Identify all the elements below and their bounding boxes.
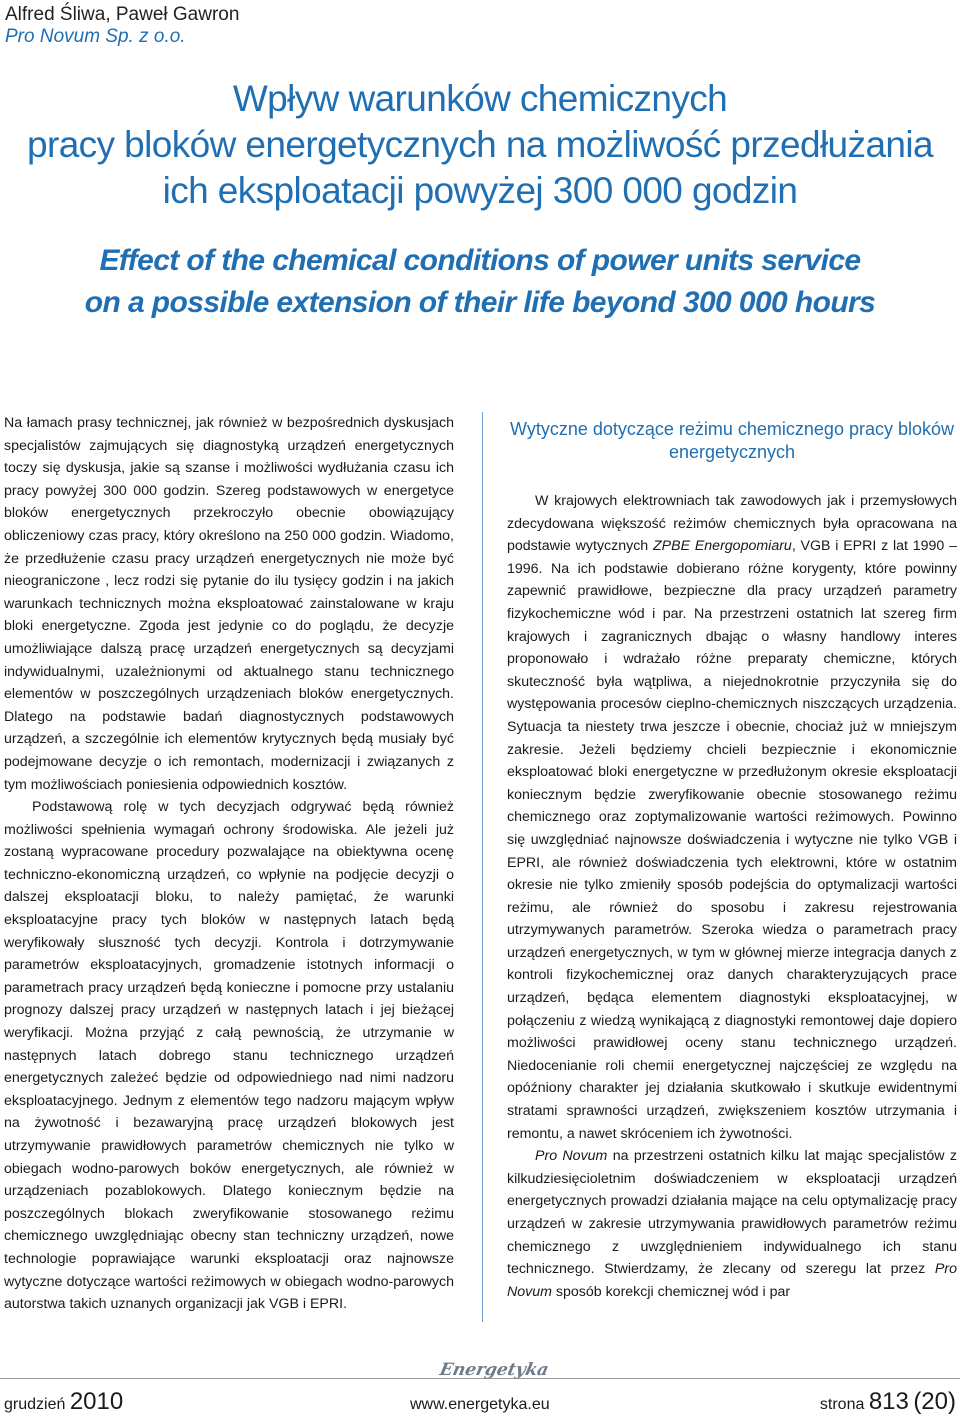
energetyka-logo: Energetyka xyxy=(437,1360,551,1380)
text-span: sposób korekcji chemicznej wód i par xyxy=(551,1283,791,1300)
emphasis: Pro Novum xyxy=(507,1261,957,1300)
footer-year: 2010 xyxy=(69,1388,124,1415)
authors: Alfred Śliwa, Paweł Gawron xyxy=(5,4,240,25)
footer-page xyxy=(820,1388,956,1419)
page-label: strona xyxy=(819,1396,865,1413)
footer-month: grudzień xyxy=(4,1396,66,1413)
title-pl-line: pracy bloków energetycznych na możliwość przedłużania xyxy=(27,124,933,165)
issue-number: (20) xyxy=(913,1388,956,1415)
title-en-line: Effect of the chemical conditions of power units service xyxy=(99,244,861,277)
title-pl-line: Wpływ warunków chemicznych xyxy=(232,78,728,119)
text-span: W krajowych elektrowniach tak zawodowych jak i przemysłowych zdecydowana większość reżimów chemicznych była opracowana na podstawie wytycznych xyxy=(507,493,957,555)
organization: Pro Novum Sp. z o.o. xyxy=(5,26,186,47)
left-column xyxy=(4,412,454,1316)
paragraph xyxy=(507,490,957,1145)
title-polish xyxy=(0,76,960,214)
paragraph: Na łamach prasy technicznej, jak również w bezpośrednich dyskusjach specjalistów zajmujących się diagnostyką urządzeń energetycznych toczy się dyskusja, jakie są szanse i możliwości wydłużania czasu ich pracy powyżej 300 000 godzin. Szereg podstawowych w energetyce bloków energetycznych przekroczyło obecnie obowiązujący obliczeniowy czas pracy, który określono na 250 000 godzin. Wiadomo, że przedłużenie czasu pracy urządzeń energetycznych nie może być nieograniczone , lecz rodzi się pytanie do ilu tysięcy godzin i na jakich warunkach technicznych można eksploatować zainstalowane w kraju bloki energetyczne. Zgoda jest jedynie co do poglądu, że decyzje umożliwiające dalszą pracę urządzeń energetycznych są decyzjami indywidualnymi, uzależnionymi od aktualnego stanu technicznego elementów w poszczególnych urządzeniach bloków energetycznych. Dlatego na podstawie badań diagnostycznych podstawowych urządzeń, a szczególnie ich elementów krytycznych będą musiały być podejmowane decyzje o ich remontach, modernizacji i związanych z tym możliwościach poniesienia odpowiednich kosztów. xyxy=(4,415,454,793)
title-english xyxy=(0,240,960,324)
title-en-line: on a possible extension of their life beyond 300 000 hours xyxy=(84,286,876,319)
emphasis: ZPBE Energopomiaru xyxy=(652,538,792,555)
footer-date xyxy=(4,1388,123,1419)
paragraph: Podstawową rolę w tych decyzjach odgrywać będą również możliwości spełnienia wymagań ochrony środowiska. Ale jeżeli już zostaną wypracowane procedury pozwalające na obiektywna ocenę techniczno-ekonomiczną urządzeń, co wpłynie na podjęcie decyzji o dalszej eksploatacji bloku, to należy pamiętać, że warunki eksploatacyjne pracy tych bloków w następnych latach będą weryfikowały słuszność tych decyzji. Kontrola i dotrzymywanie parametrów eksploatacyjnych, gromadzenie istotnych informacji o parametrach pracy urządzeń będą konieczne i pomocne przy ustalaniu prognozy dalszej pracy urządzeń w następnych latach i jej bieżącej weryfikacji. Można przyjąć z całą pewnością, że utrzymanie w następnych latach dobrego stanu technicznego urządzeń energetycznych zależeć będzie od odpowiedniego nad nimi nadzoru eksploatacyjnego. Jednym z elementów tego nadzoru mającym wpływ na żywotność i bezawaryjną pracę urządzeń blokowych jest utrzymywanie prawidłowych parametrów chemicznych nie tylko w obiegach wodno-parowych boków energetycznych, ale również w urządzeniach pozablokowych. Dlatego koniecznym będzie na poszczególnych blokach zweryfikowanie stosowanego reżimu chemicznego uwzględniając obecny stan techniczny urządzeń, nowe technologie poprawiające warunki eksploatacji oraz najnowsze wytyczne dotyczące wartości reżimowych w obiegach wodno-parowych autorstwa takich uznanych organizacji jak VGB i EPRI. xyxy=(4,799,454,1313)
paragraph xyxy=(507,1145,957,1303)
right-column xyxy=(507,412,957,1303)
article-authors-block xyxy=(5,4,239,48)
title-pl-line: ich eksploatacji powyżej 300 000 godzin xyxy=(162,170,798,211)
page-number: 813 xyxy=(868,1388,909,1415)
text-span: , VGB i EPRI z lat 1990 – 1996. Na ich podstawie dobierano różne korygenty, które powinny zapewnić prawidłowe, bezpieczne dla pracy urządzeń parametry fizykochemiczne wód i par. Na przestrzeni ostatnich lat szereg firm krajowych i zagranicznych dbając o własny handlowy interes proponowało i wdrażało różne preparaty chemiczne, których skuteczność była wątpliwa, a niejednokrotnie przyczyniła się do występowania procesów cieplno-chemicznych niszczących urządzenia. Sytuacja ta niestety trwa jeszcze i obecnie, chociaż już w mniejszym zakresie. Jeżeli będziemy chcieli bezpiecznie i ekonomicznie eksploatować bloki energetyczne w przedłużonym okresie eksploatacji koniecznym będzie zweryfikowanie obecnie stosowanego reżimu chemicznego oraz zoptymalizowanie wartości reżimowych. Powinno się uwzględniać najnowsze doświadczenia i wytyczne nie tylko VGB i EPRI, ale również doświadczenia tych elektrowni, które w ostatnim okresie nie tylko zmieniły sposób podejścia do optymalizacji wartości reżimu, ale również do sposobu i zakresu rejestrowania utrzymywanych parametrów. Szeroka wiedza o parametrach pracy urządzeń energetycznych, w tym w głównej mierze integracja danych z kontroli fizykochemicznej oraz danych charakteryzujących prace urządzeń, będąca elementem diagnostyki eksploatacyjnej, w połączeniu z wiedzą wynikającą z diagnostyki remontowej daje dopiero możliwości prawidłowej oceny stanu technicznego urządzeń. Niedocenianie roli chemii energetycznej najczęściej ze względu na opóźniony charakter jej działania skutkowało i skutkuje ewidentnymi stratami sprawności urządzeń, zwiększeniem kosztów utrzymania i remontu, a nawet skróceniem ich żywotności. xyxy=(507,538,957,1142)
footer-url[interactable]: www.energetyka.eu xyxy=(410,1396,550,1413)
section-heading: Wytyczne dotyczące reżimu chemicznego pracy bloków energetycznych xyxy=(509,419,954,462)
emphasis: Pro Novum xyxy=(535,1148,608,1165)
column-divider xyxy=(482,412,483,1322)
text-span: na przestrzeni ostatnich kilku lat mając specjalistów z kilkudziesięcioletnim doświadczeniem w eksploatacji urządzeń energetycznych prowadzi działania mające na celu optymalizację pracy urządzeń w zakresie utrzymywania prawidłowych parametrów reżimu chemicznego z uwzględnieniem indywidualnego ich stanu technicznego. Stwierdzamy, że zlecany od szeregu lat przez xyxy=(507,1148,957,1278)
